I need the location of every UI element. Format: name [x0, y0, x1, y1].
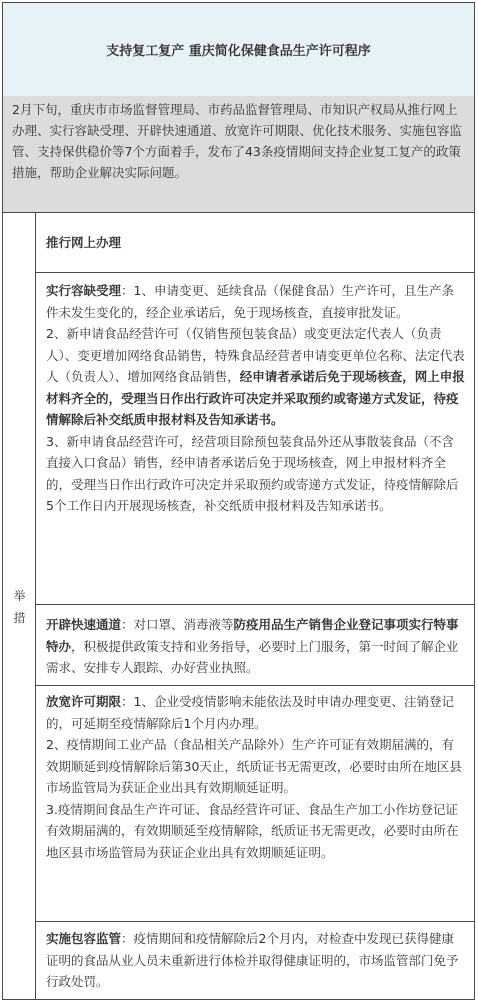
side-label: [3, 585, 36, 629]
measure-heading: 实行容缺受理: [46, 283, 122, 298]
measure-online-processing: [36, 213, 474, 273]
measure-paragraph: 放宽许可期限：1、企业受疫情影响未能依法及时申请办理变更、注销登记的，可延期至疫情解除后1个月内办理。: [46, 694, 454, 731]
side-label-char-1: 举: [13, 589, 26, 603]
measure-paragraph: 实行容缺受理：1、申请变更、延续食品（保健食品）生产许可，且生产条件未发生变化的，经企业承诺后，免于现场核查，直接审批发证。: [46, 283, 454, 320]
measure-paragraph: 实施包容监管：疫情期间和疫情解除后2个月内，对检查中发现已获得健康证明的食品从业人员未重新进行体检并取得健康证明的，市场监管部门免予行政处罚。: [46, 931, 459, 989]
measure-fast-track: [36, 605, 474, 686]
measure-deficiency-acceptance: [36, 273, 474, 605]
intro-paragraph: 2月下旬，重庆市市场监督管理局、市药品监督管理局、市知识产权局从推行网上办理、实行容缺受理、开辟快速通道、放宽许可期限、优化技术服务、实施包容监管、支持保供稳价等7个方面着手，发布了43条疫情期间支持企业复工复产的政策措施，帮助企业解决实际问题。: [3, 96, 474, 213]
measure-license-extension: [36, 686, 474, 922]
measure-paragraph: 2、新申请食品经营许可（仅销售预包装食品）或变更法定代表人（负责人）、变更增加网络食品销售，特殊食品经营者申请变更单位名称、法定代表人（负责人）、增加网络食品销售，经申请者承诺后免于现场核查，网上申报材料齐全的，受理当日作出行政许可决定并采取预约或寄递方式发证，待疫情解除后补交纸质申报材料及告知承诺书。: [46, 326, 465, 427]
measure-paragraph: 3.疫情期间食品生产许可证、食品经营许可证、食品生产加工小作坊登记证有效期届满的，有效期顺延至疫情解除，纸质证书无需更改，必要时由所在地区县市场监管局为获证企业出具有效期顺延证明。: [46, 801, 459, 860]
measure-inclusive-supervision: [36, 922, 474, 999]
side-label-column: [3, 213, 36, 999]
measure-heading: 推行网上办理: [46, 234, 122, 250]
measure-heading: 开辟快速通道: [46, 617, 122, 632]
measure-heading: 实施包容监管: [46, 931, 122, 946]
measure-paragraph: 2、疫情期间工业产品（食品相关产品除外）生产许可证有效期届满的，有效期顺延到疫情解除后第30天止，纸质证书无需更改，必要时由所在地区县市场监管局为获证企业出具有效期顺延证明。: [46, 737, 462, 795]
measure-paragraph: 开辟快速通道：对口罩、消毒液等防疫用品生产销售企业登记事项实行特事特办，积极提供政策支持和业务指导，必要时上门服务，第一时间了解企业需求、安排专人跟踪、办好营业执照。: [46, 617, 459, 675]
policy-table: [2, 2, 475, 1000]
table-title: 支持复工复产 重庆简化保健食品生产许可程序: [3, 3, 474, 97]
measure-paragraph: 3、新申请食品经营许可，经营项目除预包装食品外还从事散装食品（不含直接入口食品）销售，经申请者承诺后免于现场核查，网上申报材料齐全的，受理当日作出行政许可决定并采取预约或寄递方式发证，待疫情解除后5个工作日内开展现场核查，补交纸质申报材料及告知承诺书。: [46, 433, 459, 513]
side-label-char-2: 措: [13, 611, 26, 625]
measure-heading: 放宽许可期限: [46, 694, 122, 709]
